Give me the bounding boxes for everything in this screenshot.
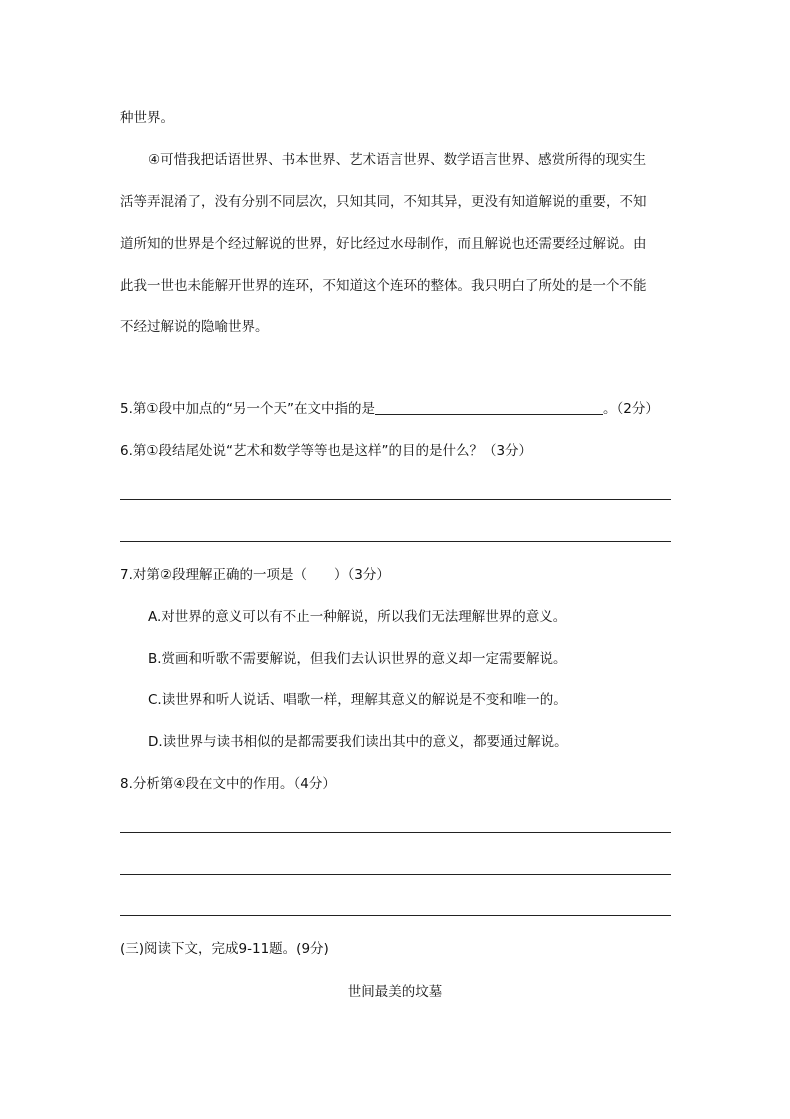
answer-line-8-3[interactable] <box>120 915 671 916</box>
paragraph-4-line: 不经过解说的隐喻世界。 <box>120 319 269 335</box>
section-3-header: (三)阅读下文，完成9-11题。(9分) <box>120 941 329 957</box>
paragraph-4-line: 道所知的世界是个经过解说的世界，好比经过水母制作，而且解说也还需要经过解说。由 <box>120 236 647 252</box>
answer-blank-5[interactable] <box>375 400 603 415</box>
paragraph-4-line: 活等弄混淆了，没有分别不同层次，只知其同，不知其异，更没有知道解说的重要，不知 <box>120 194 647 210</box>
question-7-stem: 7.对第②段理解正确的一项是（ ）（3分） <box>120 567 390 583</box>
paragraph-4-line: 此我一世也未能解开世界的连环，不知道这个连环的整体。我只明白了所处的是一个不能 <box>120 278 647 294</box>
passage-line: 种世界。 <box>120 110 174 126</box>
question-7-option-d: D.读世界与读书相似的是都需要我们读出其中的意义，都要通过解说。 <box>148 734 568 750</box>
answer-line-6-1[interactable] <box>120 499 671 500</box>
question-7-option-a: A.对世界的意义可以有不止一种解说，所以我们无法理解世界的意义。 <box>148 609 567 625</box>
question-7-option-c: C.读世界和听人说话、唱歌一样，理解其意义的解说是不变和唯一的。 <box>148 692 567 708</box>
paragraph-4-line: ④可惜我把话语世界、书本世界、艺术语言世界、数学语言世界、感赏所得的现实生 <box>148 152 647 168</box>
question-5-prefix: 5.第①段中加点的“另一个天”在文中指的是 <box>120 401 375 417</box>
answer-line-8-2[interactable] <box>120 874 671 875</box>
question-5 <box>120 399 659 419</box>
answer-line-6-2[interactable] <box>120 541 671 542</box>
question-8: 8.分析第④段在文中的作用。（4分） <box>120 776 336 792</box>
question-5-suffix: 。（2分） <box>602 401 659 417</box>
article-title: 世间最美的坟墓 <box>347 984 443 1000</box>
question-6: 6.第①段结尾处说“艺术和数学等等也是这样”的目的是什么？（3分） <box>120 443 533 459</box>
question-7-option-b: B.赏画和听歌不需要解说，但我们去认识世界的意义却一定需要解说。 <box>148 651 567 667</box>
answer-line-8-1[interactable] <box>120 832 671 833</box>
